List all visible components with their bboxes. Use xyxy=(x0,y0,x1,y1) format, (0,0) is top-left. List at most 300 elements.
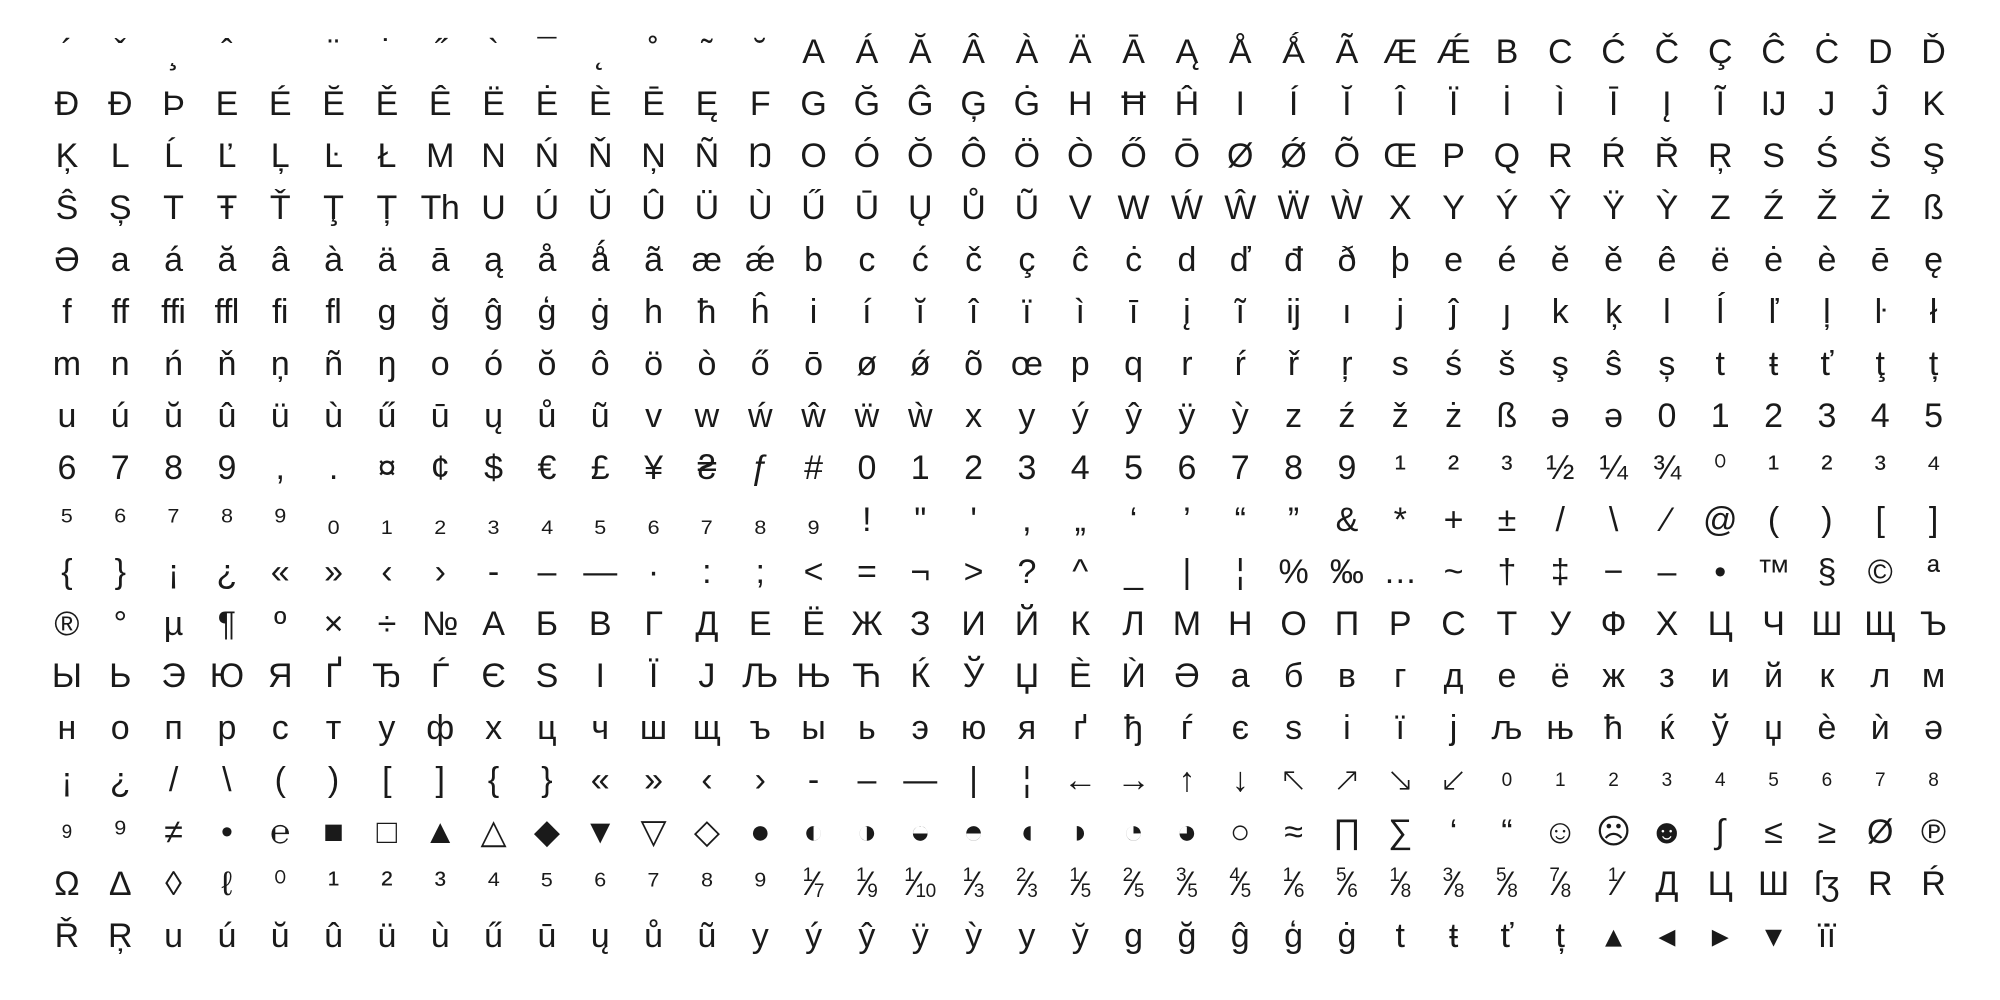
glyph-cell-r4-c26: X xyxy=(1388,189,1412,227)
glyph-cell-r13-c7: Ђ xyxy=(372,657,402,695)
glyph-cell-r7-c36: ț xyxy=(1928,345,1938,383)
glyph-cell-r7-c16: ø xyxy=(856,345,877,383)
glyph-cell-r16-c4: • xyxy=(220,813,233,851)
glyph-cell-r15-c31: 3 xyxy=(1661,769,1672,791)
glyph-cell-r18-c28: ť xyxy=(1500,917,1513,955)
glyph-cell-r1-c9: ` xyxy=(487,33,499,71)
glyph-cell-r2-c27: Ï xyxy=(1448,85,1458,123)
glyph-cell-r9-c21: 5 xyxy=(1124,449,1143,487)
glyph-cell-r16-c26: ∑ xyxy=(1388,813,1412,851)
glyph-cell-r9-c3: 8 xyxy=(164,449,183,487)
glyph-cell-r15-c1: ¡ xyxy=(61,761,73,799)
glyph-cell-r18-c14: y xyxy=(751,917,769,955)
glyph-cell-r6-c5: fi xyxy=(271,293,288,331)
glyph-cell-r18-c23: ĝ xyxy=(1230,917,1250,955)
glyph-cell-r8-c19: y xyxy=(1018,397,1035,435)
glyph-cell-r11-c12: · xyxy=(647,553,659,591)
glyph-cell-r3-c5: Ļ xyxy=(270,137,290,175)
glyph-cell-r18-c29: ț xyxy=(1555,917,1565,955)
glyph-cell-r17-c7: ² xyxy=(381,865,393,903)
glyph-cell-r1-c22: Ą xyxy=(1175,33,1198,71)
glyph-cell-r9-c12: ¥ xyxy=(644,449,663,487)
glyph-cell-r18-c11: ų xyxy=(590,917,610,955)
glyph-cell-r10-c17: " xyxy=(914,501,926,539)
glyph-cell-r7-c21: q xyxy=(1124,345,1143,383)
glyph-cell-r4-c10: Ú xyxy=(534,189,559,227)
glyph-cell-r6-c7: g xyxy=(377,293,396,331)
glyph-cell-r15-c19: ¦ xyxy=(1022,761,1031,799)
glyph-cell-r17-c19: 2 ⁄ 3 xyxy=(1015,864,1038,903)
glyph-cell-r12-c12: Г xyxy=(644,605,663,643)
glyph-cell-r17-c6: ¹ xyxy=(327,865,339,903)
glyph-cell-r9-c26: ¹ xyxy=(1394,449,1406,487)
glyph-cell-r6-c6: fl xyxy=(325,293,342,331)
glyph-cell-r6-c12: h xyxy=(644,293,663,331)
glyph-cell-r5-c22: d xyxy=(1177,241,1196,279)
glyph-cell-r11-c21: _ xyxy=(1124,553,1143,591)
glyph-cell-r8-c18: x xyxy=(965,397,982,435)
glyph-cell-r12-c9: А xyxy=(482,605,505,643)
glyph-cell-r13-c36: м xyxy=(1921,657,1945,695)
glyph-cell-r14-c7: у xyxy=(378,709,395,747)
glyph-cell-r13-c35: л xyxy=(1870,657,1890,695)
glyph-cell-r5-c11: ǻ xyxy=(590,241,610,279)
glyph-cell-r6-c18: î xyxy=(968,293,978,331)
glyph-cell-r2-c10: Ė xyxy=(535,85,558,123)
glyph-cell-r10-c21: ‘ xyxy=(1129,501,1137,539)
glyph-cell-r8-c30: ǝ xyxy=(1604,397,1623,435)
glyph-cell-r11-c29: ‡ xyxy=(1550,553,1570,591)
glyph-cell-r12-c17: З xyxy=(909,605,931,643)
glyph-cell-r18-c36 xyxy=(1907,910,1960,962)
glyph-cell-r11-c14: ; xyxy=(755,553,765,591)
glyph-cell-r9-c32: ⁰ xyxy=(1713,449,1727,487)
glyph-cell-r17-c21: 2 ⁄ 5 xyxy=(1122,864,1144,903)
glyph-cell-r13-c18: Ў xyxy=(962,657,984,695)
glyph-cell-r14-c17: э xyxy=(911,709,929,747)
glyph-cell-r3-c33: S xyxy=(1762,137,1785,175)
glyph-cell-r1-c20: Ä xyxy=(1068,33,1092,71)
glyph-cell-r9-c18: 2 xyxy=(964,449,983,487)
glyph-cell-r11-c33: ™ xyxy=(1756,553,1791,591)
glyph-cell-r4-c20: V xyxy=(1068,189,1092,227)
glyph-cell-r12-c31: Х xyxy=(1655,605,1678,643)
glyph-cell-r6-c10: ģ xyxy=(537,293,556,331)
glyph-cell-r5-c31: ê xyxy=(1657,241,1676,279)
glyph-cell-r3-c16: Ó xyxy=(853,137,880,175)
glyph-cell-r17-c8: ³ xyxy=(434,865,446,903)
glyph-cell-r15-c22: ↑ xyxy=(1178,761,1195,799)
glyph-cell-r1-c34: Ċ xyxy=(1814,33,1839,71)
glyph-cell-r4-c6: Ţ xyxy=(323,189,344,227)
glyph-cell-r4-c7: Ț xyxy=(376,189,397,227)
glyph-cell-r4-c18: Ů xyxy=(961,189,986,227)
glyph-cell-r10-c32: @ xyxy=(1702,501,1737,539)
glyph-cell-r5-c33: ė xyxy=(1764,241,1783,279)
glyph-cell-r13-c20: Ѐ xyxy=(1068,657,1092,695)
glyph-cell-r15-c34: 6 xyxy=(1821,769,1832,791)
glyph-cell-r8-c21: ŷ xyxy=(1125,397,1142,435)
glyph-cell-r4-c30: Ÿ xyxy=(1602,189,1625,227)
glyph-cell-r9-c31: ¾ xyxy=(1652,449,1681,487)
glyph-cell-r13-c4: Ю xyxy=(209,657,244,695)
glyph-cell-r15-c30: 2 xyxy=(1608,769,1619,791)
glyph-cell-r7-c27: ś xyxy=(1445,345,1462,383)
glyph-cell-r2-c30: Ī xyxy=(1608,85,1618,123)
glyph-cell-r10-c29: / xyxy=(1555,501,1565,539)
glyph-cell-r16-c7: □ xyxy=(376,813,397,851)
glyph-cell-r15-c35: 7 xyxy=(1874,769,1886,791)
glyph-cell-r9-c27: ² xyxy=(1447,449,1459,487)
glyph-cell-r7-c28: š xyxy=(1498,345,1515,383)
glyph-cell-r11-c17: ¬ xyxy=(910,553,930,591)
glyph-cell-r15-c14: › xyxy=(754,761,766,799)
glyph-cell-r4-c15: Ű xyxy=(801,189,826,227)
glyph-cell-r1-c29: C xyxy=(1547,33,1573,71)
glyph-cell-r2-c34: J xyxy=(1818,85,1835,123)
glyph-cell-r9-c14: ƒ xyxy=(750,449,770,487)
glyph-cell-r8-c10: ů xyxy=(537,397,556,435)
glyph-cell-r10-c10: ₄ xyxy=(539,501,554,539)
glyph-cell-r16-c29: ☺ xyxy=(1542,813,1578,851)
glyph-cell-r2-c23: I xyxy=(1235,85,1245,123)
glyph-cell-r10-c19: , xyxy=(1022,501,1032,539)
glyph-cell-r7-c14: ő xyxy=(750,345,770,383)
glyph-cell-r10-c27: + xyxy=(1443,501,1463,539)
glyph-cell-r2-c36: K xyxy=(1922,85,1945,123)
glyph-cell-r12-c27: С xyxy=(1441,605,1466,643)
glyph-cell-r13-c34: к xyxy=(1819,657,1834,695)
glyph-cell-r7-c15: ō xyxy=(804,345,823,383)
glyph-cell-r11-c10: – xyxy=(537,553,556,591)
glyph-cell-r12-c2: ° xyxy=(113,605,127,643)
glyph-cell-r9-c30: ¼ xyxy=(1599,449,1628,487)
glyph-cell-r2-c25: Ĭ xyxy=(1342,85,1352,123)
glyph-cell-r18-c10: ū xyxy=(537,917,556,955)
glyph-cell-r4-c21: W xyxy=(1117,189,1150,227)
glyph-cell-r11-c8: › xyxy=(434,553,446,591)
glyph-cell-r18-c6: û xyxy=(324,917,343,955)
glyph-cell-r5-c7: ä xyxy=(377,241,396,279)
glyph-cell-r1-c1: ´ xyxy=(61,33,73,71)
glyph-cell-r18-c16: ŷ xyxy=(858,917,875,955)
glyph-cell-r17-c22: 3 ⁄ 5 xyxy=(1175,864,1198,903)
glyph-cell-r17-c33: Ш xyxy=(1757,865,1789,903)
glyph-cell-r6-c34: ļ xyxy=(1823,293,1831,331)
glyph-cell-r12-c16: Ж xyxy=(851,605,883,643)
glyph-cell-r16-c6: ■ xyxy=(323,813,344,851)
glyph-cell-r8-c8: ū xyxy=(430,397,450,435)
glyph-cell-r3-c17: Ŏ xyxy=(907,137,933,175)
glyph-cell-r7-c18: õ xyxy=(964,345,983,383)
glyph-cell-r14-c11: ч xyxy=(591,709,609,747)
glyph-cell-r17-c28: 5 ⁄ 8 xyxy=(1495,864,1518,903)
glyph-cell-r2-c18: Ģ xyxy=(960,85,987,123)
glyph-cell-r17-c3: ◊ xyxy=(165,865,182,903)
glyph-cell-r2-c15: G xyxy=(800,85,827,123)
glyph-cell-r13-c13: Ј xyxy=(698,657,715,695)
glyph-cell-r17-c32: Ц xyxy=(1707,865,1733,903)
glyph-cell-r17-c36: Ŕ xyxy=(1921,865,1946,903)
glyph-cell-r7-c29: ş xyxy=(1551,345,1569,383)
glyph-cell-r18-c13: ũ xyxy=(697,917,716,955)
glyph-cell-r11-c36: ª xyxy=(1927,553,1940,591)
glyph-cell-r10-c7: ₁ xyxy=(381,501,393,539)
glyph-cell-r4-c2: Ș xyxy=(108,189,132,227)
glyph-cell-r12-c14: Е xyxy=(748,605,772,643)
glyph-cell-r3-c3: Ĺ xyxy=(164,137,183,175)
glyph-cell-r16-c21: ◔ xyxy=(1123,813,1144,851)
glyph-cell-r11-c22: | xyxy=(1182,553,1191,591)
glyph-cell-r10-c3: ⁷ xyxy=(167,501,180,539)
glyph-cell-r15-c17: — xyxy=(903,761,937,799)
glyph-cell-r7-c30: ŝ xyxy=(1605,345,1622,383)
glyph-cell-r18-c20: y̆ xyxy=(1071,917,1089,955)
glyph-cell-r2-c14: F xyxy=(749,85,771,123)
glyph-cell-r4-c12: Û xyxy=(641,189,666,227)
glyph-cell-r9-c34: ² xyxy=(1821,449,1833,487)
glyph-cell-r6-c27: ĵ xyxy=(1449,293,1457,331)
glyph-cell-r14-c5: с xyxy=(271,709,289,747)
glyph-cell-r6-c22: į xyxy=(1183,293,1191,331)
glyph-cell-r7-c25: ŗ xyxy=(1341,345,1353,383)
glyph-cell-r13-c16: Ћ xyxy=(852,657,881,695)
glyph-cell-r17-c16: 1 ⁄ 9 xyxy=(855,864,878,903)
glyph-cell-r8-c15: ŵ xyxy=(801,397,826,435)
glyph-cell-r10-c18: ' xyxy=(970,501,977,539)
glyph-cell-r11-c6: » xyxy=(324,553,343,591)
glyph-cell-r9-c19: 3 xyxy=(1017,449,1036,487)
glyph-cell-r15-c23: ↓ xyxy=(1231,761,1249,799)
glyph-cell-r6-c24: ij xyxy=(1286,293,1301,331)
glyph-cell-r1-c21: Ā xyxy=(1122,33,1145,71)
glyph-cell-r17-c14: ⁹ xyxy=(752,865,768,903)
glyph-cell-r10-c8: ₂ xyxy=(433,501,447,539)
glyph-cell-r3-c24: Ǿ xyxy=(1280,137,1307,175)
glyph-cell-r7-c22: r xyxy=(1181,345,1193,383)
glyph-cell-r16-c16: ◑ xyxy=(856,813,877,851)
glyph-cell-r4-c3: T xyxy=(163,189,184,227)
glyph-cell-r18-c32: ▸ xyxy=(1711,917,1729,955)
glyph-cell-r2-c28: İ xyxy=(1502,85,1512,123)
glyph-cell-r16-c25: ∏ xyxy=(1332,813,1361,851)
glyph-cell-r15-c16: – xyxy=(857,761,876,799)
glyph-cell-r1-c6: ¨ xyxy=(327,33,339,71)
glyph-cell-r16-c34: ≥ xyxy=(1817,813,1836,851)
glyph-cell-r11-c32: • xyxy=(1714,553,1726,591)
glyph-cell-r14-c27: ј xyxy=(1449,709,1457,747)
glyph-cell-r2-c1: Ð xyxy=(54,85,79,123)
glyph-cell-r1-c36: Ď xyxy=(1921,33,1946,71)
glyph-cell-r17-c29: 7 ⁄ 8 xyxy=(1549,864,1571,903)
glyph-cell-r2-c32: Ĩ xyxy=(1715,85,1725,123)
glyph-cell-r16-c12: ▽ xyxy=(640,813,667,851)
glyph-cell-r16-c27: ‘ xyxy=(1449,813,1457,851)
glyph-cell-r8-c3: ŭ xyxy=(164,397,183,435)
glyph-cell-r16-c8: ▲ xyxy=(423,813,457,851)
glyph-cell-r12-c5: º xyxy=(274,605,286,643)
glyph-cell-r15-c15: - xyxy=(807,761,819,799)
glyph-cell-r10-c2: ⁶ xyxy=(113,501,127,539)
glyph-cell-r18-c3: u xyxy=(164,917,183,955)
glyph-cell-r18-c26: t xyxy=(1395,917,1405,955)
glyph-cell-r9-c17: 1 xyxy=(910,449,930,487)
glyph-cell-r9-c36: ⁴ xyxy=(1926,449,1941,487)
glyph-cell-r3-c34: Ś xyxy=(1815,137,1838,175)
glyph-cell-r10-c9: ₃ xyxy=(486,501,500,539)
glyph-cell-r6-c15: i xyxy=(809,293,817,331)
glyph-cell-r6-c17: ĭ xyxy=(915,293,925,331)
glyph-cell-r14-c22: ѓ xyxy=(1180,709,1193,747)
glyph-cell-r1-c32: Ç xyxy=(1707,33,1733,71)
glyph-cell-r1-c27: Ǽ xyxy=(1436,33,1471,71)
glyph-cell-r13-c14: Љ xyxy=(742,657,778,695)
glyph-cell-r2-c19: Ġ xyxy=(1013,85,1040,123)
glyph-cell-r6-c4: ffl xyxy=(214,293,239,331)
glyph-cell-r7-c5: ņ xyxy=(270,345,290,383)
glyph-cell-r14-c33: џ xyxy=(1764,709,1783,747)
glyph-cell-r10-c24: ” xyxy=(1287,501,1299,539)
glyph-cell-r3-c11: Ň xyxy=(587,137,613,175)
glyph-cell-r8-c7: ű xyxy=(377,397,396,435)
glyph-cell-r4-c5: Ť xyxy=(269,189,291,227)
glyph-cell-r8-c28: ß xyxy=(1496,397,1517,435)
glyph-cell-r14-c3: п xyxy=(164,709,183,747)
glyph-cell-r1-c12: ˚ xyxy=(647,33,659,71)
glyph-cell-r3-c13: Ñ xyxy=(694,137,719,175)
glyph-cell-r2-c17: Ĝ xyxy=(907,85,933,123)
glyph-cell-r5-c19: ç xyxy=(1018,241,1035,279)
glyph-cell-r16-c31: ☻ xyxy=(1649,813,1685,851)
glyph-cell-r1-c30: Ć xyxy=(1601,33,1626,71)
glyph-cell-r17-c26: 1 ⁄ 8 xyxy=(1389,864,1411,903)
glyph-cell-r16-c36: ℗ xyxy=(1921,813,1946,851)
glyph-cell-r18-c9: ű xyxy=(484,917,503,955)
glyph-cell-r1-c25: Ã xyxy=(1335,33,1358,71)
glyph-cell-r13-c1: Ы xyxy=(51,657,82,695)
glyph-cell-r9-c16: 0 xyxy=(857,449,876,487)
glyph-cell-r9-c23: 7 xyxy=(1230,449,1250,487)
glyph-cell-r7-c19: œ xyxy=(1010,345,1043,383)
glyph-cell-r18-c35 xyxy=(1853,910,1906,962)
glyph-cell-r14-c31: ќ xyxy=(1659,709,1674,747)
glyph-cell-r6-c14: ĥ xyxy=(750,293,770,331)
glyph-cell-r12-c4: ¶ xyxy=(217,605,236,643)
glyph-cell-r10-c23: “ xyxy=(1234,501,1246,539)
glyph-cell-r10-c31: ⁄ xyxy=(1664,501,1670,539)
glyph-cell-r5-c4: ă xyxy=(217,241,236,279)
glyph-cell-r7-c23: ŕ xyxy=(1234,345,1246,383)
glyph-cell-r9-c33: ¹ xyxy=(1767,449,1779,487)
glyph-cell-r12-c24: О xyxy=(1280,605,1307,643)
glyph-cell-r10-c35: [ xyxy=(1875,501,1885,539)
glyph-cell-r13-c24: б xyxy=(1283,657,1303,695)
glyph-cell-r8-c11: ũ xyxy=(590,397,610,435)
glyph-cell-r18-c1: Ř xyxy=(54,917,79,955)
glyph-cell-r11-c23: ¦ xyxy=(1235,553,1245,591)
glyph-cell-r7-c32: t xyxy=(1715,345,1725,383)
glyph-cell-r8-c6: ù xyxy=(324,397,343,435)
glyph-cell-r13-c9: Є xyxy=(481,657,506,695)
glyph-cell-r4-c24: Ẅ xyxy=(1277,189,1310,227)
glyph-cell-r16-c17: ◒ xyxy=(909,813,931,851)
glyph-cell-r17-c1: Ω xyxy=(54,865,80,903)
glyph-cell-r13-c29: ё xyxy=(1550,657,1570,695)
glyph-cell-r16-c13: ◇ xyxy=(693,813,720,851)
glyph-cell-r13-c22: Ә xyxy=(1174,657,1200,695)
glyph-cell-r14-c12: ш xyxy=(639,709,667,747)
glyph-cell-r5-c9: ą xyxy=(484,241,503,279)
glyph-cell-r1-c24: Ǻ xyxy=(1282,33,1305,71)
glyph-cell-r10-c12: ₆ xyxy=(646,501,660,539)
glyph-cell-r16-c35: Ø xyxy=(1867,813,1893,851)
glyph-cell-r14-c30: ћ xyxy=(1604,709,1623,747)
glyph-cell-r17-c17: 1 ⁄ 10 xyxy=(904,864,936,903)
glyph-cell-r2-c12: Ē xyxy=(642,85,665,123)
glyph-cell-r16-c5: ℮ xyxy=(270,813,290,851)
glyph-cell-r4-c8: Th xyxy=(420,189,460,227)
glyph-cell-r16-c3: ≠ xyxy=(164,813,183,851)
glyph-cell-r6-c11: ġ xyxy=(590,293,610,331)
glyph-cell-r1-c15: A xyxy=(802,33,825,71)
glyph-cell-r15-c2: ¿ xyxy=(109,761,131,799)
glyph-cell-r5-c26: þ xyxy=(1390,241,1410,279)
glyph-cell-r9-c6: . xyxy=(328,449,338,487)
glyph-cell-r2-c11: È xyxy=(588,85,612,123)
glyph-cell-r6-c16: í xyxy=(862,293,872,331)
glyph-cell-r16-c1: 9 xyxy=(61,821,72,843)
glyph-cell-r5-c23: ď xyxy=(1229,241,1251,279)
glyph-cell-r7-c1: m xyxy=(52,345,81,383)
glyph-cell-r10-c20: „ xyxy=(1074,501,1086,539)
glyph-cell-r14-c26: ї xyxy=(1395,709,1405,747)
glyph-cell-r12-c7: ÷ xyxy=(377,605,396,643)
glyph-cell-r6-c2: ff xyxy=(111,293,129,331)
glyph-cell-r8-c16: ẅ xyxy=(854,397,879,435)
glyph-cell-r16-c9: △ xyxy=(480,813,507,851)
glyph-cell-r5-c10: å xyxy=(537,241,556,279)
glyph-cell-r14-c24: ѕ xyxy=(1285,709,1302,747)
glyph-cell-r7-c4: ň xyxy=(217,345,236,383)
glyph-cell-r3-c9: N xyxy=(481,137,506,175)
glyph-cell-r11-c3: ¡ xyxy=(167,553,179,591)
glyph-cell-r2-c20: H xyxy=(1067,85,1093,123)
glyph-cell-r1-c28: B xyxy=(1495,33,1518,71)
glyph-cell-r13-c32: и xyxy=(1710,657,1730,695)
glyph-cell-r7-c31: ș xyxy=(1658,345,1675,383)
glyph-cell-r12-c18: И xyxy=(961,605,986,643)
glyph-cell-r5-c35: ē xyxy=(1870,241,1890,279)
glyph-cell-r15-c29: 1 xyxy=(1554,769,1566,791)
glyph-cell-r5-c27: e xyxy=(1444,241,1463,279)
glyph-cell-r5-c18: č xyxy=(965,241,982,279)
glyph-cell-r17-c18: 1 ⁄ 3 xyxy=(962,864,984,903)
glyph-cell-r6-c13: ħ xyxy=(697,293,716,331)
glyph-cell-r2-c8: Ê xyxy=(428,85,452,123)
glyph-cell-r15-c5: ( xyxy=(274,761,286,799)
glyph-cell-r10-c26: * xyxy=(1393,501,1407,539)
glyph-cell-r12-c21: Л xyxy=(1122,605,1145,643)
glyph-cell-r10-c14: ₈ xyxy=(753,501,767,539)
glyph-cell-r13-c28: е xyxy=(1497,657,1516,695)
glyph-cell-r18-c18: ỳ xyxy=(965,917,982,955)
glyph-cell-r1-c33: Ĉ xyxy=(1761,33,1786,71)
glyph-cell-r10-c13: ₇ xyxy=(701,501,713,539)
glyph-cell-r10-c25: & xyxy=(1335,501,1358,539)
glyph-cell-r3-c23: Ø xyxy=(1227,137,1253,175)
glyph-cell-r14-c14: ъ xyxy=(749,709,771,747)
glyph-cell-r11-c27: ~ xyxy=(1443,553,1463,591)
